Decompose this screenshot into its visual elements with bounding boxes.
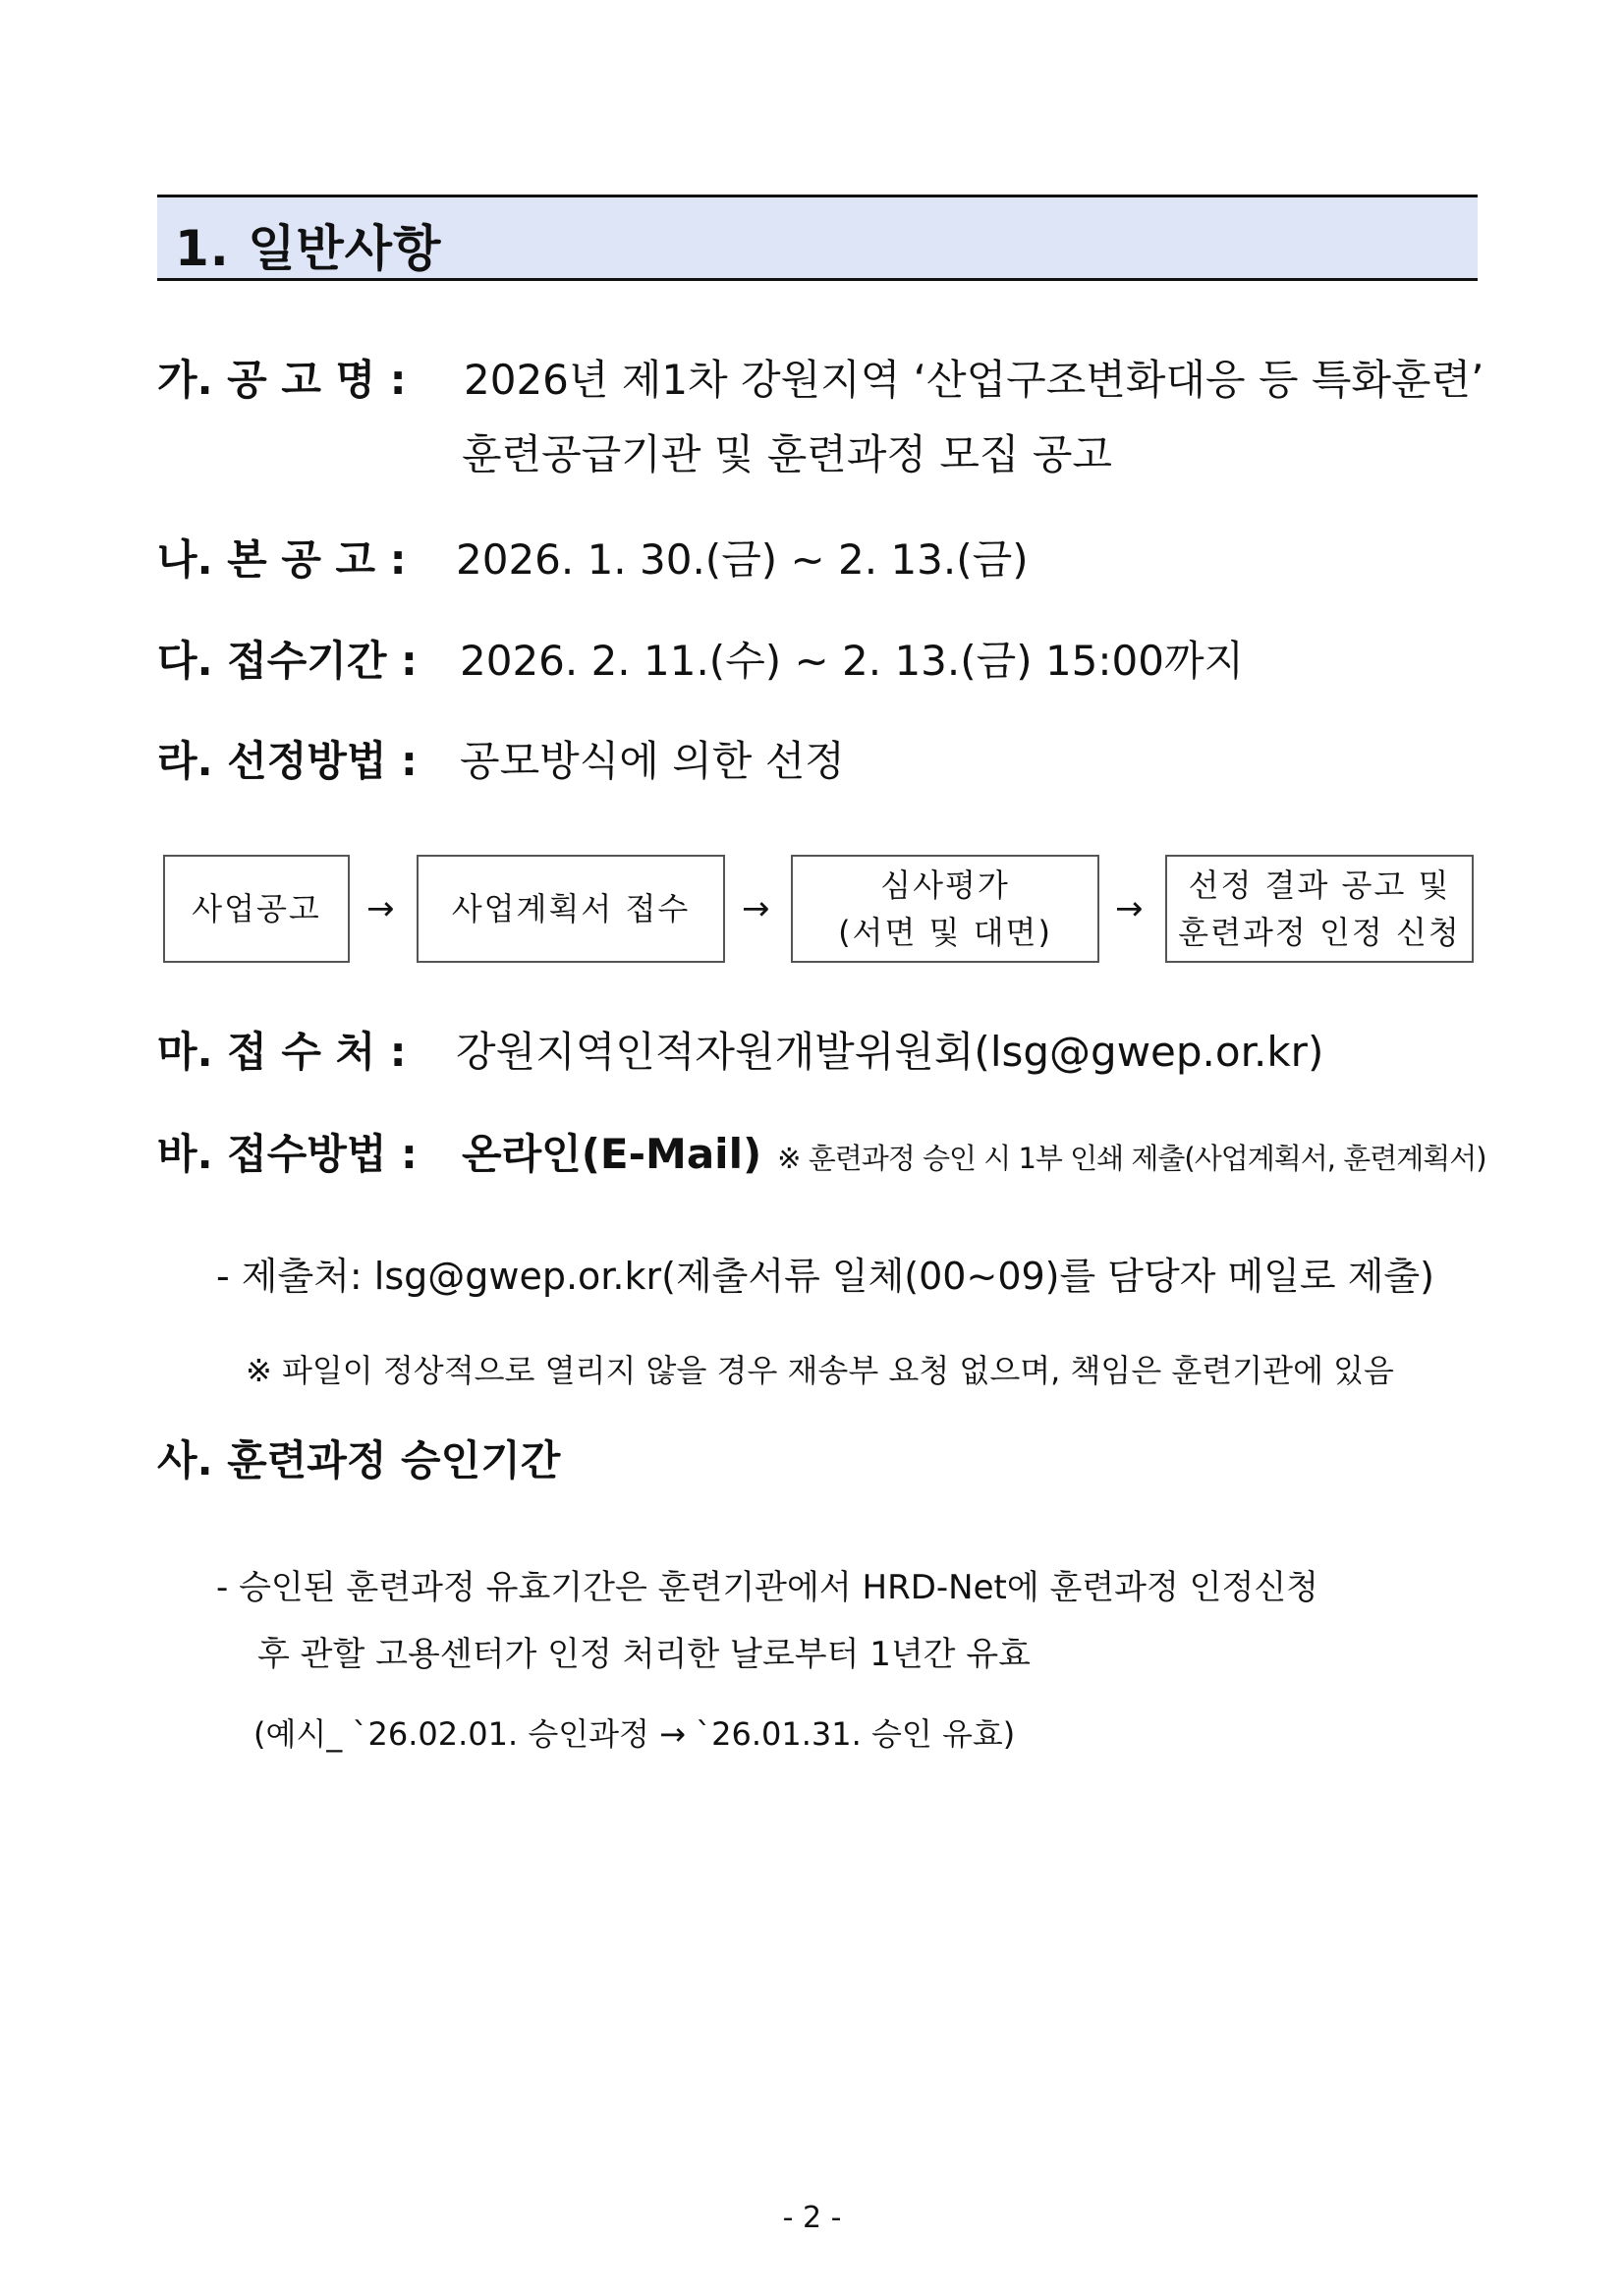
- approval-line-1: - 승인된 훈련과정 유효기간은 훈련기관에서 HRD-Net에 훈련과정 인정신청: [216, 1568, 1319, 1607]
- item-selection-method: [157, 737, 845, 786]
- flow-step-sublabel: 훈련과정 인정 신청: [1178, 914, 1461, 951]
- item-announcement-name: [157, 356, 1484, 405]
- submission-note: ※ 파일이 정상적으로 열리지 않을 경우 재송부 요청 없으며, 책임은 훈련기관에 있음: [246, 1352, 1394, 1389]
- flow-arrow: →: [1115, 889, 1144, 928]
- item-value: 강원지역인적자원개발위원회(lsg@gwep.or.kr): [456, 1028, 1324, 1076]
- item-value: 2026. 2. 11.(수) ~ 2. 13.(금) 15:00까지: [460, 637, 1245, 685]
- section-header: [157, 195, 1478, 281]
- flow-step-announcement: [163, 855, 350, 963]
- item-reception-period: [157, 637, 1244, 686]
- flow-step-label: 사업계획서 접수: [451, 890, 691, 927]
- flow-step-sublabel: (서면 및 대면): [838, 914, 1052, 951]
- item-label: 가. 공 고 명 :: [157, 356, 407, 404]
- item-reception-method: [157, 1130, 1486, 1179]
- item-announcement-period: [157, 535, 1029, 585]
- item-approval-period: 사. 훈련과정 승인기간: [157, 1436, 561, 1484]
- item-label: 다. 접수기간 :: [157, 637, 418, 685]
- flow-step-label: 선정 결과 공고 및: [1188, 867, 1451, 904]
- page-number: - 2 -: [782, 2201, 842, 2235]
- item-label: 나. 본 공 고 :: [157, 535, 407, 584]
- flow-arrow: →: [742, 889, 770, 928]
- flow-step-label: 사업공고: [192, 890, 321, 927]
- item-value: 온라인(E-Mail): [462, 1130, 762, 1178]
- flow-step-evaluation: [791, 855, 1099, 963]
- item-label: 마. 접 수 처 :: [157, 1028, 407, 1076]
- item-reception-office: [157, 1028, 1323, 1077]
- item-value: 2026년 제1차 강원지역 ‘산업구조변화대응 등 특화훈련’: [464, 356, 1484, 404]
- flow-arrow: →: [366, 889, 395, 928]
- item-value-continued: 훈련공급기관 및 훈련과정 모집 공고: [462, 430, 1112, 478]
- item-label: 바. 접수방법 :: [157, 1130, 418, 1178]
- flow-step-result: [1165, 855, 1474, 963]
- approval-example: (예시_ `26.02.01. 승인과정 → `26.01.31. 승인 유효): [253, 1715, 1016, 1753]
- item-note: ※ 훈련과정 승인 시 1부 인쇄 제출(사업계획서, 훈련계획서): [777, 1142, 1486, 1175]
- item-value: 2026. 1. 30.(금) ~ 2. 13.(금): [456, 535, 1029, 584]
- item-value: 공모방식에 의한 선정: [460, 737, 845, 785]
- item-label: 라. 선정방법 :: [157, 737, 418, 785]
- section-title: 1. 일반사항: [175, 220, 442, 277]
- submission-address: - 제출처: lsg@gwep.or.kr(제출서류 일체(00~09)를 담당자 메일로 제출): [216, 1255, 1434, 1298]
- flow-step-plan-reception: [417, 855, 725, 963]
- flow-step-label: 심사평가: [880, 867, 1010, 904]
- approval-line-2: 후 관할 고용센터가 인정 처리한 날로부터 1년간 유효: [257, 1635, 1032, 1674]
